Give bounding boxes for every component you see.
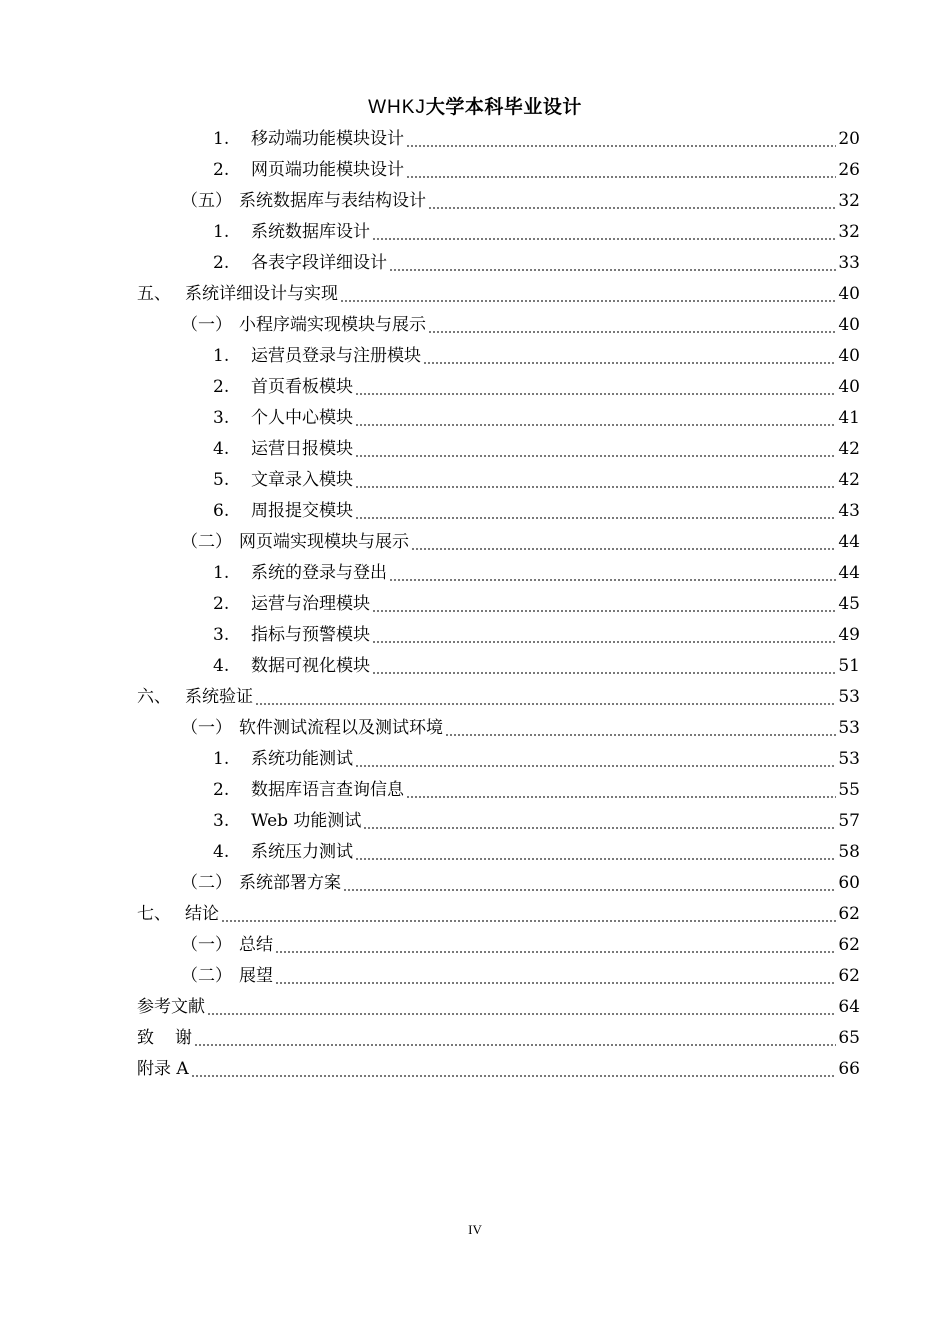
toc-entry-page: 53 — [838, 687, 860, 707]
toc-entry-number: 6. — [213, 501, 230, 521]
toc-entry-number: 1. — [213, 129, 230, 149]
toc-entry-title: 各表字段详细设计 — [251, 253, 387, 273]
toc-dot-leader — [355, 765, 836, 767]
toc-entry[interactable] — [137, 372, 860, 403]
toc-entry-number: 1. — [213, 563, 230, 583]
toc-entry[interactable] — [137, 527, 860, 558]
toc-entry-title: 网页端实现模块与展示 — [239, 532, 409, 552]
toc-entry-page: 44 — [838, 532, 860, 552]
toc-entry-title: 首页看板模块 — [251, 377, 353, 397]
toc-entry-page: 66 — [838, 1059, 860, 1079]
toc-entry-page: 26 — [838, 160, 860, 180]
toc-entry-page: 49 — [838, 625, 860, 645]
toc-entry-number: 2. — [213, 253, 230, 273]
toc-entry[interactable] — [137, 434, 860, 465]
toc-entry[interactable] — [137, 310, 860, 341]
toc-entry-number: 3. — [213, 811, 230, 831]
toc-entry-page: 62 — [838, 966, 860, 986]
header-title-text: 大学本科毕业设计 — [425, 96, 582, 118]
toc-entry[interactable] — [137, 961, 860, 992]
toc-entry-title: 小程序端实现模块与展示 — [239, 315, 426, 335]
toc-entry-page: 41 — [838, 408, 860, 428]
toc-entry-title: 系统压力测试 — [251, 842, 353, 862]
toc-entry[interactable] — [137, 155, 860, 186]
toc-entry-number: 2. — [213, 377, 230, 397]
toc-entry-title: 参考文献 — [137, 997, 205, 1017]
toc-entry-number: 2. — [213, 780, 230, 800]
toc-entry-page: 32 — [838, 222, 860, 242]
page-header-title — [0, 92, 950, 119]
toc-entry-title: 运营与治理模块 — [251, 594, 370, 614]
toc-dot-leader — [355, 858, 836, 860]
toc-entry[interactable] — [137, 620, 860, 651]
toc-entry-title: 附录 A — [137, 1059, 189, 1079]
toc-entry-page: 43 — [838, 501, 860, 521]
toc-dot-leader — [355, 486, 836, 488]
toc-entry-title: 运营员登录与注册模块 — [251, 346, 421, 366]
toc-dot-leader — [423, 362, 836, 364]
toc-entry-title: 个人中心模块 — [251, 408, 353, 428]
toc-entry[interactable] — [137, 465, 860, 496]
toc-entry-number: 七、 — [137, 904, 171, 924]
toc-entry-title: 展望 — [239, 966, 273, 986]
toc-entry-number: 3. — [213, 625, 230, 645]
toc-dot-leader — [191, 1075, 837, 1077]
toc-entry-page: 20 — [838, 129, 860, 149]
toc-entry-page: 53 — [838, 749, 860, 769]
toc-entry-title: 移动端功能模块设计 — [251, 129, 404, 149]
toc-entry-page: 53 — [838, 718, 860, 738]
toc-entry-page: 57 — [838, 811, 860, 831]
toc-entry[interactable] — [137, 186, 860, 217]
toc-entry-page: 60 — [838, 873, 860, 893]
toc-dot-leader — [389, 579, 836, 581]
toc-dot-leader — [255, 703, 836, 705]
toc-entry[interactable] — [137, 651, 860, 682]
toc-entry-page: 62 — [838, 904, 860, 924]
toc-entry-page: 32 — [838, 191, 860, 211]
toc-dot-leader — [372, 641, 836, 643]
toc-dot-leader — [207, 1013, 836, 1015]
toc-entry-number: 2. — [213, 160, 230, 180]
toc-entry-page: 40 — [838, 315, 860, 335]
toc-entry-page: 40 — [838, 346, 860, 366]
toc-entry-page: 33 — [838, 253, 860, 273]
toc-entry[interactable] — [137, 713, 860, 744]
toc-dot-leader — [340, 300, 836, 302]
toc-dot-leader — [355, 517, 836, 519]
toc-entry[interactable] — [137, 775, 860, 806]
toc-entry[interactable] — [137, 496, 860, 527]
toc-entry-page: 65 — [838, 1028, 860, 1048]
toc-dot-leader — [221, 920, 836, 922]
toc-entry-number: 2. — [213, 594, 230, 614]
toc-entry-page: 40 — [838, 377, 860, 397]
toc-entry-number: 4. — [213, 656, 230, 676]
toc-entry-number: 致 — [137, 1028, 154, 1048]
toc-entry-title: 系统详细设计与实现 — [185, 284, 338, 304]
toc-entry[interactable] — [137, 558, 860, 589]
toc-dot-leader — [372, 238, 836, 240]
toc-dot-leader — [372, 610, 836, 612]
toc-entry-number: 4. — [213, 842, 230, 862]
toc-entry[interactable] — [137, 899, 860, 930]
toc-entry-title: 文章录入模块 — [251, 470, 353, 490]
header-latin: WHKJ — [368, 97, 426, 118]
toc-entry[interactable] — [137, 744, 860, 775]
toc-dot-leader — [411, 548, 836, 550]
toc-dot-leader — [363, 827, 836, 829]
toc-entry-page: 55 — [838, 780, 860, 800]
toc-entry-number: 五、 — [137, 284, 171, 304]
toc-entry-page: 45 — [838, 594, 860, 614]
toc-entry-number: 4. — [213, 439, 230, 459]
toc-entry-title: 网页端功能模块设计 — [251, 160, 404, 180]
toc-entry-number: （二） — [181, 873, 232, 893]
toc-dot-leader — [275, 951, 836, 953]
toc-dot-leader — [194, 1044, 836, 1046]
toc-entry-title: 数据可视化模块 — [251, 656, 370, 676]
toc-entry-title: 系统的登录与登出 — [251, 563, 387, 583]
toc-entry-title: Web 功能测试 — [251, 811, 362, 831]
toc-entry[interactable] — [137, 806, 860, 837]
toc-dot-leader — [355, 424, 836, 426]
toc-entry-title: 总结 — [239, 935, 273, 955]
table-of-contents — [137, 124, 860, 1085]
toc-entry-title: 周报提交模块 — [251, 501, 353, 521]
toc-entry-number: 1. — [213, 222, 230, 242]
toc-entry-number: （一） — [181, 315, 232, 335]
toc-entry[interactable] — [137, 341, 860, 372]
toc-entry[interactable] — [137, 1054, 860, 1085]
toc-entry-number: 3. — [213, 408, 230, 428]
toc-dot-leader — [406, 796, 836, 798]
toc-entry[interactable] — [137, 217, 860, 248]
toc-entry-number: （二） — [181, 966, 232, 986]
toc-entry[interactable] — [137, 992, 860, 1023]
toc-entry[interactable] — [137, 837, 860, 868]
footer-page-number: IV — [468, 1222, 482, 1237]
toc-entry-number: （一） — [181, 935, 232, 955]
toc-entry-title: 系统功能测试 — [251, 749, 353, 769]
toc-dot-leader — [275, 982, 836, 984]
toc-entry-number: 1. — [213, 346, 230, 366]
toc-entry-title: 指标与预警模块 — [251, 625, 370, 645]
toc-entry[interactable] — [137, 930, 860, 961]
toc-entry-title: 运营日报模块 — [251, 439, 353, 459]
toc-entry-page: 42 — [838, 439, 860, 459]
toc-entry[interactable] — [137, 248, 860, 279]
toc-entry-number: （五） — [181, 191, 232, 211]
toc-entry[interactable] — [137, 1023, 860, 1054]
toc-entry-title: 软件测试流程以及测试环境 — [239, 718, 443, 738]
toc-entry[interactable] — [137, 279, 860, 310]
toc-dot-leader — [445, 734, 836, 736]
toc-dot-leader — [428, 207, 836, 209]
toc-entry-page: 64 — [838, 997, 860, 1017]
toc-entry-title: 谢 — [175, 1028, 192, 1048]
toc-dot-leader — [428, 331, 836, 333]
toc-dot-leader — [406, 176, 836, 178]
toc-entry[interactable] — [137, 403, 860, 434]
toc-entry-number: 5. — [213, 470, 230, 490]
toc-dot-leader — [389, 269, 836, 271]
toc-entry[interactable] — [137, 868, 860, 899]
toc-entry[interactable] — [137, 124, 860, 155]
toc-entry-title: 数据库语言查询信息 — [251, 780, 404, 800]
toc-entry[interactable] — [137, 682, 860, 713]
toc-entry-page: 62 — [838, 935, 860, 955]
toc-entry-page: 44 — [838, 563, 860, 583]
toc-dot-leader — [343, 889, 836, 891]
toc-entry-number: 1. — [213, 749, 230, 769]
toc-entry-title: 系统数据库与表结构设计 — [239, 191, 426, 211]
toc-entry-number: （一） — [181, 718, 232, 738]
toc-entry-page: 42 — [838, 470, 860, 490]
toc-entry-number: （二） — [181, 532, 232, 552]
toc-entry-page: 58 — [838, 842, 860, 862]
toc-entry-page: 40 — [838, 284, 860, 304]
toc-entry[interactable] — [137, 589, 860, 620]
toc-dot-leader — [372, 672, 836, 674]
toc-dot-leader — [406, 145, 836, 147]
toc-entry-title: 结论 — [185, 904, 219, 924]
toc-entry-title: 系统数据库设计 — [251, 222, 370, 242]
toc-dot-leader — [355, 455, 836, 457]
toc-entry-page: 51 — [838, 656, 860, 676]
toc-dot-leader — [355, 393, 836, 395]
toc-entry-title: 系统部署方案 — [239, 873, 341, 893]
toc-entry-number: 六、 — [137, 687, 171, 707]
toc-entry-title: 系统验证 — [185, 687, 253, 707]
